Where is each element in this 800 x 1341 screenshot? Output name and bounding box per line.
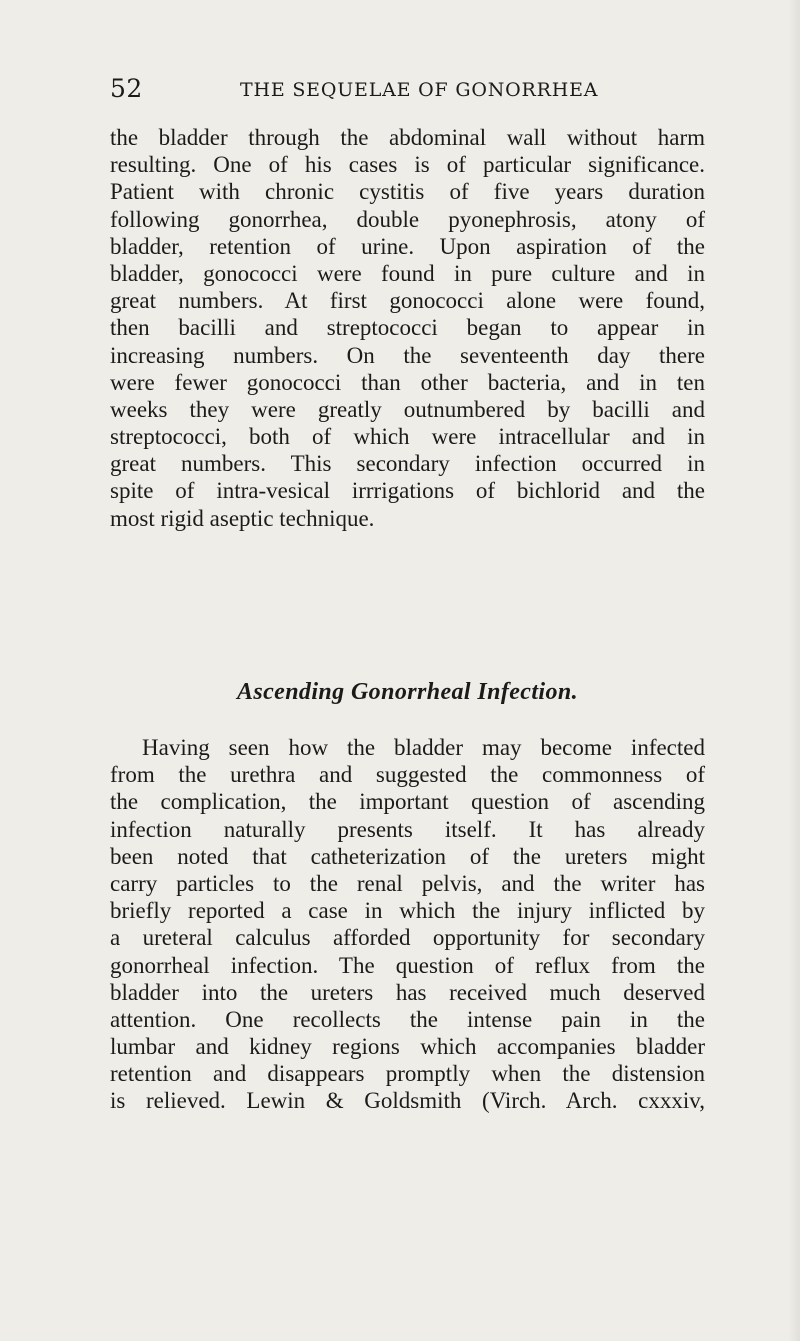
text-line: following gonorrhea, double pyonephrosis, atony of [110,206,705,232]
text-line: then bacilli and streptococci began to appear in [110,315,705,341]
text-line: weeks they were greatly outnumbered by bacilli and [110,396,705,422]
section-heading: Ascending Gonorrheal Infection. [236,679,579,705]
text-line: gonorrheal infection. The question of reflux from the [110,952,705,978]
paragraph-2 [110,734,705,1115]
running-head [110,74,710,104]
text-line: the bladder through the abdominal wall without harm [110,125,705,150]
text-line: been noted that catheterization of the ureters might [110,843,705,869]
text-line: retention and disappears promptly when the distension [110,1061,705,1087]
text-line: the complication, the important question of ascending [110,789,705,815]
page-edge-shadow [788,0,800,1341]
running-title: THE SEQUELAE OF GONORRHEA [240,79,599,101]
text-line: increasing numbers. On the seventeenth day there [110,342,705,368]
text-line: carry particles to the renal pelvis, and the writer has [110,870,705,896]
text-line: infection naturally presents itself. It has already [110,816,705,842]
text-line: from the urethra and suggested the commonness of [110,762,705,788]
text-line: Patient with chronic cystitis of five years duration [110,179,705,205]
text-line: spite of intra-vesical irrrigations of bichlorid and the [110,478,705,504]
text-line: resulting. One of his cases is of particular significance. [110,152,705,178]
text-line: great numbers. At first gonococci alone were found, [110,288,705,314]
text-line: bladder, gonococci were found in pure culture and in [110,260,705,286]
page-number: 52 [110,74,143,103]
text-line: briefly reported a case in which the injury inflicted by [110,898,705,924]
text-line: is relieved. Lewin & Goldsmith (Virch. Arch. cxxxiv, [110,1088,705,1114]
paragraph-1 [110,124,705,532]
text-line: Having seen how the bladder may become infected [142,735,705,760]
text-line: attention. One recollects the intense pain in the [110,1006,705,1032]
text-line: great numbers. This secondary infection occurred in [110,451,705,477]
text-line: bladder, retention of urine. Upon aspiration of the [110,233,705,259]
text-line: bladder into the ureters has received much deserved [110,979,705,1005]
text-line: most rigid aseptic technique. [110,505,375,531]
text-line: a ureteral calculus afforded opportunity for secondary [110,925,705,951]
text-line: lumbar and kidney regions which accompanies bladder [110,1034,705,1060]
text-line: were fewer gonococci than other bacteria, and in ten [110,369,705,395]
text-line: streptococci, both of which were intracellular and in [110,424,705,450]
